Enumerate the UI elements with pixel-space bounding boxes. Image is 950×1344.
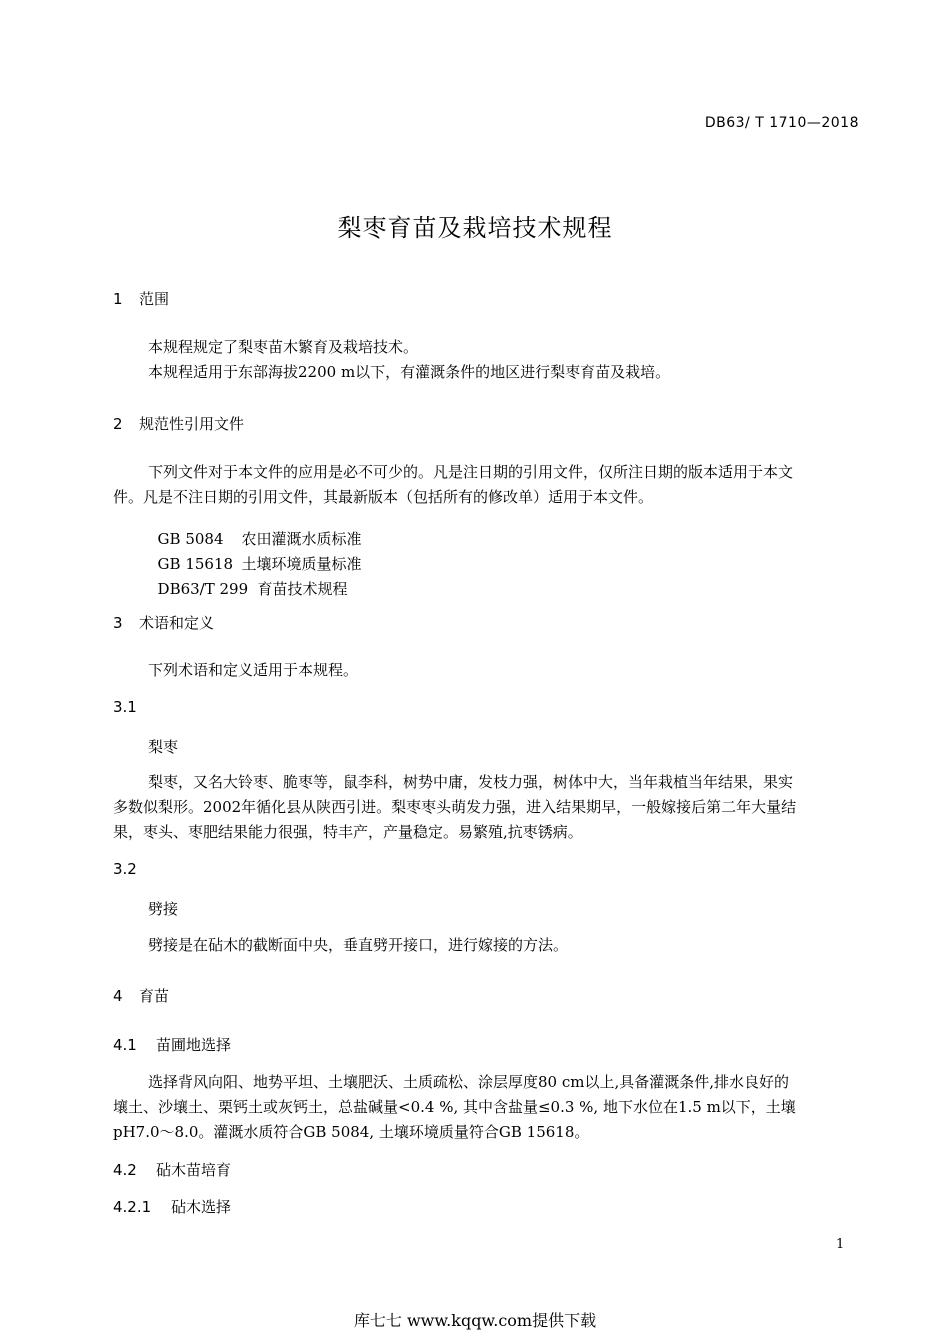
paragraph-line: 壤土、沙壤土、栗钙土或灰钙土，总盐碱量<0.4 %, 其中含盐量≤0.3 %, 地下水位在1.5 m以下，土壤 xyxy=(113,1098,796,1116)
section-number: 2 xyxy=(113,415,123,433)
subsection-4-1-heading xyxy=(113,1034,231,1055)
reference-name: 育苗技术规程 xyxy=(257,580,348,598)
paragraph-line: 下列文件对于本文件的应用是必不可少的。凡是注日期的引用文件，仅所注日期的版本适用于本文 xyxy=(148,463,794,481)
section-3-heading xyxy=(113,612,214,633)
term-3-2-number: 3.2 xyxy=(113,860,137,878)
standard-number: DB63/ T 1710—2018 xyxy=(704,115,859,131)
subsection-number: 4.2.1 xyxy=(113,1198,152,1216)
subsection-title: 苗圃地选择 xyxy=(156,1036,232,1054)
paragraph-line: 下列术语和定义适用于本规程。 xyxy=(148,661,359,679)
paragraph-line: 劈接是在砧木的截断面中央，垂直劈开接口，进行嫁接的方法。 xyxy=(148,936,569,954)
section-number: 3 xyxy=(113,614,123,632)
footer-watermark: 库七七 www.kqqw.com提供下载 xyxy=(353,1311,597,1330)
section-1-heading xyxy=(113,288,169,309)
subsection-4-2-heading xyxy=(113,1159,231,1180)
normative-reference xyxy=(148,560,348,599)
reference-code: DB63/T 299 xyxy=(157,580,249,598)
reference-name: 土壤环境质量标准 xyxy=(241,555,362,573)
subsection-number: 4.2 xyxy=(113,1161,137,1179)
section-2-heading xyxy=(113,413,244,434)
subsection-title: 砧木选择 xyxy=(171,1198,232,1216)
section-title: 规范性引用文件 xyxy=(139,415,245,433)
section-2-body xyxy=(113,460,860,510)
subsection-4-2-1-heading xyxy=(113,1196,231,1217)
section-number: 1 xyxy=(113,290,123,308)
section-1-body xyxy=(113,335,860,385)
document-title: 梨枣育苗及栽培技术规程 xyxy=(337,214,613,242)
section-3-body xyxy=(113,658,860,683)
section-number: 4 xyxy=(113,987,123,1005)
subsection-title: 砧木苗培育 xyxy=(156,1161,232,1179)
subsection-4-1-body xyxy=(113,1070,860,1145)
section-title: 育苗 xyxy=(139,987,170,1005)
reference-code: GB 5084 xyxy=(157,530,224,548)
term-3-1-definition xyxy=(113,770,860,845)
reference-name: 农田灌溉水质标准 xyxy=(241,530,362,548)
term-3-2: 劈接 xyxy=(148,900,179,918)
paragraph-line: 果，枣头、枣肥结果能力很强，特丰产，产量稳定。易繁殖,抗枣锈病。 xyxy=(113,823,583,841)
term-3-2-definition xyxy=(113,933,860,958)
paragraph-line: 选择背风向阳、地势平坦、土壤肥沃、土质疏松、涂层厚度80 cm以上,具备灌溉条件,排水良好的 xyxy=(148,1073,790,1091)
section-4-heading xyxy=(113,985,169,1006)
page-number: 1 xyxy=(836,1237,845,1252)
paragraph-line: 多数似梨形。2002年循化县从陕西引进。梨枣枣头萌发力强，进入结果期早，一般嫁接后第二年大量结 xyxy=(113,798,797,816)
paragraph-line: 本规程适用于东部海拔2200 m以下，有灌溉条件的地区进行梨枣育苗及栽培。 xyxy=(148,363,671,381)
reference-code: GB 15618 xyxy=(157,555,234,573)
term-3-1-number: 3.1 xyxy=(113,698,137,716)
term-3-1: 梨枣 xyxy=(148,738,179,756)
paragraph-line: 本规程规定了梨枣苗木繁育及栽培技术。 xyxy=(148,338,419,356)
paragraph-line: 梨枣，又名大铃枣、脆枣等，鼠李科，树势中庸，发枝力强，树体中大，当年栽植当年结果，果实 xyxy=(148,773,794,791)
subsection-number: 4.1 xyxy=(113,1036,137,1054)
section-title: 范围 xyxy=(139,290,170,308)
paragraph-line: 件。凡是不注日期的引用文件，其最新版本（包括所有的修改单）适用于本文件。 xyxy=(113,488,654,506)
paragraph-line: pH7.0～8.0。灌溉水质符合GB 5084, 土壤环境质量符合GB 15618。 xyxy=(113,1123,590,1141)
section-title: 术语和定义 xyxy=(139,614,215,632)
